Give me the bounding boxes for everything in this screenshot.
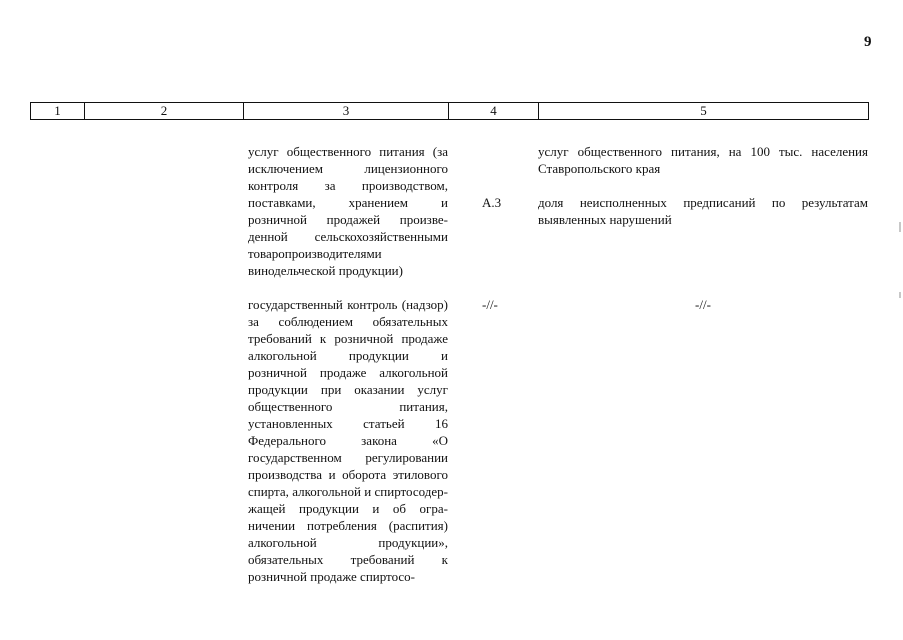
row1-col5-text-continued: услуг общественного питания, на 100 тыс. населения Ставропольского края	[538, 144, 868, 176]
row1-col4-code: А.3	[482, 195, 502, 210]
row2-col3-text: государственный контроль (надзор) за соблюдением обязательных требований к розничной продаже алкогольной продукции и розничной продаже алкогольной продукции при оказании услуг общественного питания, установленных статьей 16 Федерального закона «О государственном регулировании производства и оборота этилового спирта, алкогольной и спиртосодержащей продукции и об ограничении потребления (распития) алкогольной продукции», обязательных требований к розничной продаже спиртосо-	[248, 297, 448, 584]
row1-col5-indicator: доля неисполненных предписаний по результатам выявленных нарушений	[538, 195, 868, 227]
header-cell-5: 5	[539, 103, 869, 120]
row2-col4-ditto: -//-	[482, 297, 498, 312]
page-number: 9	[864, 34, 872, 50]
scan-artifact	[899, 222, 901, 232]
header-cell-1: 1	[31, 103, 85, 120]
row1-col3-text: услуг общественного питания (за исключением лицензионного контроля за производством, поставками, хранением и розничной продажей произведенной сельскохозяйственными товаропроизводителями винодельческой продукции)	[248, 144, 448, 278]
row2-col5-ditto: -//-	[695, 297, 711, 312]
table-header-row	[30, 102, 869, 120]
header-cell-4: 4	[449, 103, 539, 120]
scan-artifact	[899, 292, 901, 298]
header-cell-3: 3	[244, 103, 449, 120]
header-cell-2: 2	[85, 103, 244, 120]
